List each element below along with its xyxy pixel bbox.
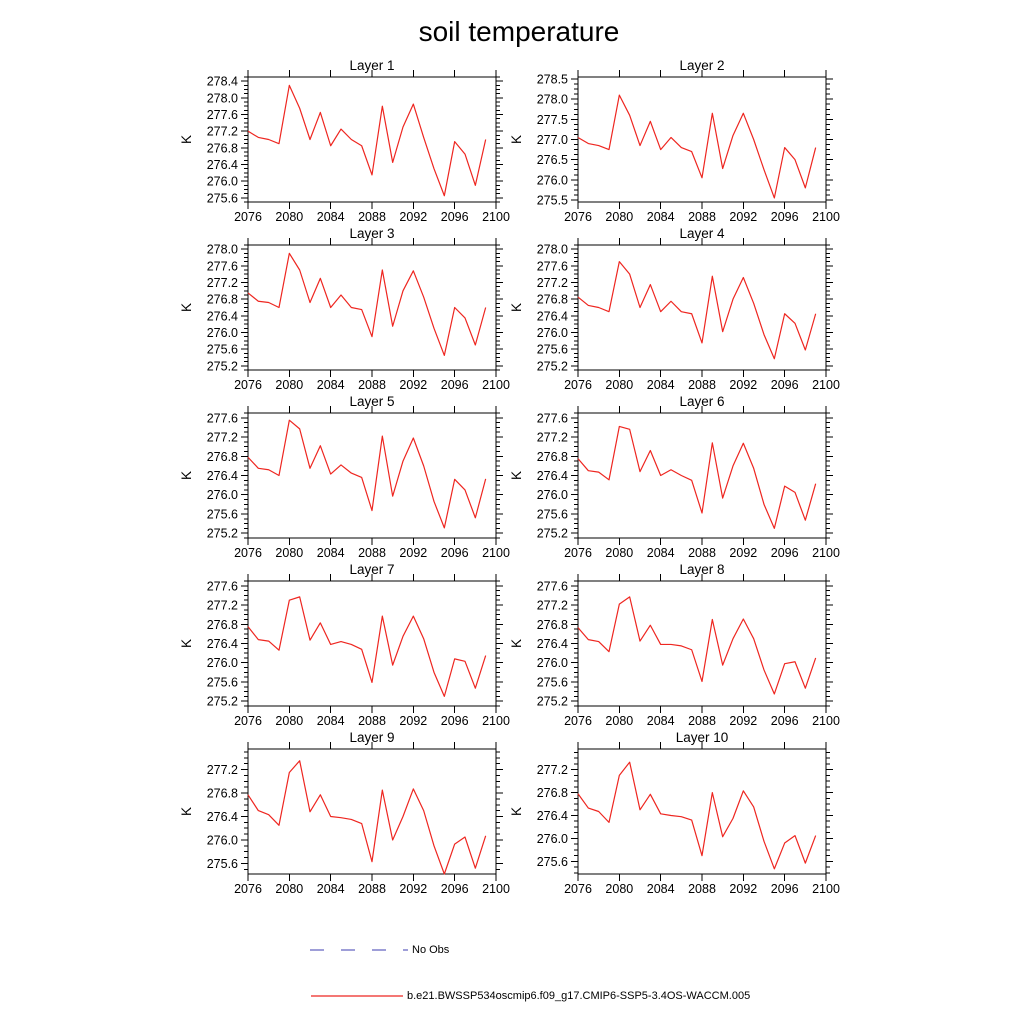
panel-title: Layer 5	[349, 394, 395, 409]
x-tick-label: 2096	[770, 210, 799, 224]
y-tick-label: 276.0	[536, 326, 568, 340]
x-tick-label: 2096	[770, 378, 799, 392]
panel-title: Layer 4	[679, 226, 725, 241]
x-tick-label: 2096	[770, 882, 799, 896]
x-tick-label: 2088	[358, 210, 386, 224]
x-tick-label: 2084	[646, 882, 675, 896]
x-tick-label: 2088	[358, 378, 386, 392]
x-tick-label: 2080	[275, 882, 304, 896]
series-line	[248, 420, 486, 528]
y-tick-label: 278.5	[536, 72, 568, 87]
x-tick-label: 2100	[482, 714, 510, 728]
y-tick-label: 276.4	[536, 809, 568, 824]
x-tick-label: 2076	[564, 882, 592, 896]
x-tick-label: 2100	[482, 378, 510, 392]
x-tick-label: 2092	[399, 546, 428, 560]
x-tick-label: 2092	[399, 210, 428, 224]
y-axis-label: K	[509, 470, 524, 481]
panel-title: Layer 1	[349, 58, 395, 73]
y-tick-label: 277.2	[536, 430, 568, 445]
y-tick-label: 276.8	[206, 786, 238, 801]
y-tick-label: 277.6	[206, 259, 238, 274]
y-tick-label: 276.8	[536, 449, 568, 464]
chart-panel-layer-4	[503, 223, 848, 395]
x-tick-label: 2092	[399, 378, 428, 392]
x-tick-label: 2088	[358, 546, 386, 560]
y-tick-label: 275.2	[206, 526, 238, 541]
y-tick-label: 277.2	[206, 598, 238, 613]
x-tick-label: 2076	[234, 210, 262, 224]
x-tick-label: 2084	[316, 210, 345, 224]
y-tick-label: 276.0	[536, 173, 568, 188]
y-tick-label: 278.4	[206, 74, 238, 89]
y-tick-label: 277.2	[206, 124, 238, 139]
y-tick-label: 277.6	[536, 579, 568, 594]
y-tick-label: 276.4	[206, 469, 238, 483]
x-tick-label: 2100	[482, 546, 510, 560]
series-line	[578, 762, 816, 869]
y-tick-label: 276.8	[536, 617, 568, 632]
x-tick-label: 2084	[646, 210, 675, 224]
y-tick-label: 276.8	[206, 449, 238, 464]
y-tick-label: 276.0	[536, 488, 568, 503]
y-tick-label: 276.8	[206, 292, 238, 307]
y-tick-label: 275.6	[206, 675, 238, 690]
chart-panel-layer-1	[173, 55, 518, 227]
x-tick-label: 2092	[729, 882, 758, 896]
series-line	[248, 253, 486, 355]
chart-panel-layer-9	[173, 727, 518, 899]
x-tick-label: 2076	[234, 714, 262, 728]
x-tick-label: 2080	[275, 546, 304, 560]
x-tick-label: 2076	[564, 210, 592, 224]
chart-panel-layer-2	[503, 55, 848, 227]
y-tick-label: 275.6	[536, 675, 568, 690]
legend-label: b.e21.BWSSP534oscmip6.f09_g17.CMIP6-SSP5-3.4OS-WACCM.005	[407, 990, 751, 1002]
x-tick-label: 2076	[564, 714, 592, 728]
legend-item-model-run	[311, 990, 750, 1002]
x-tick-label: 2076	[564, 378, 592, 392]
y-tick-label: 277.5	[536, 112, 568, 127]
x-tick-label: 2080	[605, 882, 634, 896]
y-tick-label: 276.0	[206, 488, 238, 503]
x-tick-label: 2080	[605, 210, 634, 224]
x-tick-label: 2076	[234, 882, 262, 896]
y-tick-label: 276.5	[536, 153, 568, 168]
y-tick-label: 275.5	[536, 193, 568, 208]
y-tick-label: 277.2	[536, 598, 568, 613]
y-tick-label: 277.2	[206, 763, 238, 778]
x-tick-label: 2096	[440, 882, 469, 896]
chart-panel-layer-7	[173, 559, 518, 731]
y-tick-label: 277.6	[206, 411, 238, 426]
x-tick-label: 2084	[316, 546, 345, 560]
series-line	[248, 761, 486, 874]
y-axis-label: K	[179, 470, 194, 481]
legend-label: No Obs	[412, 944, 450, 956]
y-axis-label: K	[179, 806, 194, 817]
y-tick-label: 276.4	[536, 309, 568, 324]
y-tick-label: 275.2	[536, 526, 568, 541]
legend-line-solid-swatch	[311, 991, 403, 1001]
y-axis-label: K	[509, 302, 524, 313]
y-tick-label: 277.6	[206, 579, 238, 594]
y-axis-label: K	[509, 134, 524, 145]
x-tick-label: 2096	[770, 546, 799, 560]
series-line	[248, 597, 486, 697]
y-tick-label: 276.4	[206, 637, 238, 651]
y-axis-label: K	[179, 638, 194, 649]
x-tick-label: 2084	[646, 714, 675, 728]
y-tick-label: 275.6	[536, 342, 568, 357]
y-tick-label: 277.2	[206, 276, 238, 290]
y-tick-label: 275.6	[206, 191, 238, 206]
y-axis-label: K	[179, 134, 194, 145]
y-tick-label: 277.6	[536, 411, 568, 426]
series-line	[578, 95, 816, 198]
y-tick-label: 277.2	[536, 763, 568, 778]
y-tick-label: 276.0	[206, 833, 238, 848]
y-tick-label: 276.8	[536, 292, 568, 307]
y-tick-label: 276.4	[536, 469, 568, 483]
y-tick-label: 275.2	[536, 694, 568, 709]
series-line	[578, 426, 816, 528]
chart-panel-layer-8	[503, 559, 848, 731]
y-tick-label: 276.8	[206, 617, 238, 632]
x-tick-label: 2088	[688, 546, 716, 560]
x-tick-label: 2076	[234, 378, 262, 392]
y-tick-label: 277.0	[536, 133, 568, 147]
y-tick-label: 276.0	[536, 831, 568, 846]
y-tick-label: 275.6	[536, 854, 568, 869]
chart-panel-layer-3	[173, 223, 518, 395]
chart-panel-layer-10	[503, 727, 848, 899]
y-tick-label: 276.0	[206, 174, 238, 189]
plot-box-and-axes	[571, 70, 833, 209]
y-tick-label: 276.4	[536, 637, 568, 651]
x-tick-label: 2092	[399, 882, 428, 896]
y-tick-label: 277.2	[536, 276, 568, 290]
legend-line-dashed-swatch	[310, 945, 408, 955]
chart-panel-layer-5	[173, 391, 518, 563]
x-tick-label: 2076	[234, 546, 262, 560]
y-tick-label: 276.4	[206, 309, 238, 324]
x-tick-label: 2088	[688, 714, 716, 728]
y-tick-label: 277.6	[536, 259, 568, 274]
x-tick-label: 2100	[812, 378, 840, 392]
y-tick-label: 275.6	[206, 856, 238, 871]
x-tick-label: 2084	[316, 882, 345, 896]
y-tick-label: 275.2	[206, 359, 238, 374]
y-tick-label: 276.0	[206, 326, 238, 340]
x-tick-label: 2096	[440, 714, 469, 728]
x-tick-label: 2096	[440, 378, 469, 392]
legend-item-no-obs	[310, 944, 449, 956]
panel-title: Layer 7	[349, 562, 395, 577]
x-tick-label: 2096	[770, 714, 799, 728]
x-tick-label: 2100	[482, 210, 510, 224]
y-tick-label: 276.0	[206, 656, 238, 671]
y-tick-label: 276.4	[206, 809, 238, 824]
y-tick-label: 275.6	[206, 342, 238, 357]
x-tick-label: 2092	[729, 546, 758, 560]
x-tick-label: 2080	[605, 378, 634, 392]
x-tick-label: 2100	[482, 882, 510, 896]
panel-title: Layer 3	[349, 226, 395, 241]
panel-title: Layer 10	[675, 730, 729, 745]
chart-panel-layer-6	[503, 391, 848, 563]
y-tick-label: 275.2	[206, 694, 238, 709]
y-tick-label: 277.2	[206, 430, 238, 445]
plot-box-and-axes	[571, 742, 833, 881]
x-tick-label: 2092	[399, 714, 428, 728]
x-tick-label: 2076	[564, 546, 592, 560]
x-tick-label: 2100	[812, 546, 840, 560]
x-tick-label: 2088	[358, 714, 386, 728]
x-tick-label: 2088	[688, 882, 716, 896]
series-line	[578, 597, 816, 694]
panel-title: Layer 6	[679, 394, 725, 409]
y-axis-label: K	[179, 302, 194, 313]
x-tick-label: 2088	[688, 210, 716, 224]
x-tick-label: 2080	[605, 714, 634, 728]
x-tick-label: 2096	[440, 546, 469, 560]
x-tick-label: 2088	[358, 882, 386, 896]
y-tick-label: 276.4	[206, 158, 238, 172]
x-tick-label: 2100	[812, 714, 840, 728]
panel-title: Layer 2	[679, 58, 725, 73]
series-line	[248, 85, 486, 195]
page-title: soil temperature	[418, 16, 620, 47]
x-tick-label: 2092	[729, 210, 758, 224]
x-tick-label: 2084	[316, 378, 345, 392]
x-tick-label: 2080	[275, 714, 304, 728]
y-axis-label: K	[509, 638, 524, 649]
x-tick-label: 2100	[812, 210, 840, 224]
y-tick-label: 275.6	[206, 507, 238, 522]
y-axis-label: K	[509, 806, 524, 817]
y-tick-label: 276.0	[536, 656, 568, 671]
x-tick-label: 2092	[729, 378, 758, 392]
x-tick-label: 2088	[688, 378, 716, 392]
x-tick-label: 2080	[605, 546, 634, 560]
x-tick-label: 2092	[729, 714, 758, 728]
panel-title: Layer 8	[679, 562, 725, 577]
y-tick-label: 275.2	[536, 359, 568, 374]
y-tick-label: 276.8	[536, 786, 568, 801]
x-tick-label: 2096	[440, 210, 469, 224]
y-tick-label: 276.8	[206, 141, 238, 156]
series-line	[578, 262, 816, 359]
y-tick-label: 275.6	[536, 507, 568, 522]
x-tick-label: 2080	[275, 378, 304, 392]
panel-title: Layer 9	[349, 730, 395, 745]
plot-box-and-axes	[241, 238, 503, 377]
x-tick-label: 2084	[316, 714, 345, 728]
y-tick-label: 278.0	[206, 91, 238, 106]
x-tick-label: 2084	[646, 546, 675, 560]
x-tick-label: 2080	[275, 210, 304, 224]
y-tick-label: 277.6	[206, 108, 238, 122]
y-tick-label: 278.0	[536, 92, 568, 107]
x-tick-label: 2100	[812, 882, 840, 896]
y-tick-label: 278.0	[536, 242, 568, 257]
y-tick-label: 278.0	[206, 242, 238, 257]
plot-box-and-axes	[241, 406, 503, 545]
x-tick-label: 2084	[646, 378, 675, 392]
